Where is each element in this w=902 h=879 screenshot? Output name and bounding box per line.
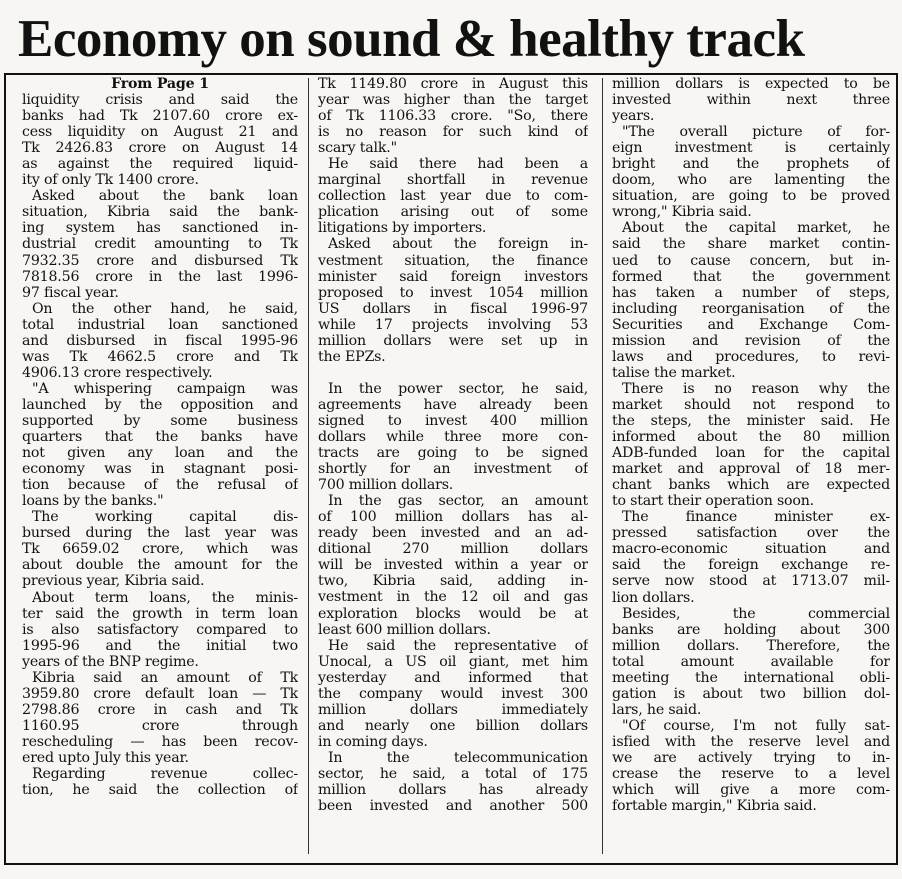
- text-line: ready been invested and an ad-: [318, 525, 588, 542]
- text-line: least 600 million dollars.: [318, 621, 491, 638]
- text-line: million dollars. Therefore, the: [612, 637, 890, 654]
- frame-top-border: [4, 73, 898, 75]
- text-line: ered upto July this year.: [22, 749, 189, 766]
- column-divider-2: [602, 78, 603, 854]
- text-line: On the other hand, he said,: [32, 300, 298, 317]
- text-line: lion dollars.: [612, 589, 695, 606]
- text-line: cess liquidity on August 21 and: [22, 124, 298, 141]
- text-line: The finance minister ex-: [622, 509, 890, 526]
- text-line: macro-economic situation and: [612, 541, 890, 558]
- text-line: ing system has sanctioned in-: [22, 220, 298, 237]
- text-line: we are actively trying to in-: [612, 749, 890, 766]
- text-line: vestment situation, the finance: [318, 252, 588, 269]
- text-line: vestment in the 12 oil and gas: [318, 589, 588, 606]
- text-line: crease the reserve to a level: [612, 766, 890, 783]
- text-line: eign investment is certainly: [612, 140, 890, 157]
- text-line: has taken a number of steps,: [612, 284, 890, 301]
- text-line: including reorganisation of the: [612, 300, 890, 317]
- text-line: pressed satisfaction over the: [612, 525, 890, 542]
- text-line: "The overall picture of for-: [622, 124, 890, 141]
- text-line: the company would invest 300: [318, 685, 588, 702]
- text-line: bright and the prophets of: [612, 156, 890, 173]
- text-line: 1160.95 crore through: [22, 717, 298, 734]
- text-line: as against the required liquid-: [22, 156, 298, 173]
- text-line: been invested and another 500: [318, 798, 588, 815]
- text-line: quarters that the banks have: [22, 429, 298, 446]
- frame-left-border: [4, 73, 6, 865]
- text-line: About the capital market, he: [622, 220, 890, 237]
- text-line: signed to invest 400 million: [318, 412, 588, 429]
- text-line: yesterday and informed that: [318, 669, 588, 686]
- text-line: agreements have already been: [318, 396, 588, 413]
- text-line: litigations by importers.: [318, 220, 487, 237]
- text-line: ter said the growth in term loan: [22, 605, 298, 622]
- text-line: There is no reason why the: [622, 380, 890, 397]
- text-line: 97 fiscal year.: [22, 284, 119, 301]
- text-line: while 17 projects involving 53: [318, 316, 588, 333]
- text-line: Asked about the bank loan: [32, 188, 298, 205]
- text-line: total amount available for: [612, 653, 890, 670]
- text-line: In the telecommunication: [328, 749, 588, 766]
- text-line: Besides, the commercial: [622, 605, 890, 622]
- text-line: which will give a more com-: [612, 782, 890, 799]
- text-line: meeting the international obli-: [612, 669, 890, 686]
- text-line: Tk 1149.80 crore in August this: [318, 76, 588, 92]
- text-line: economy was in stagnant posi-: [22, 461, 298, 478]
- text-line: liquidity crisis and said the: [22, 92, 298, 109]
- text-line: laws and procedures, to revi-: [612, 348, 890, 365]
- text-line: will be invested within a year or: [318, 557, 588, 574]
- text-line: plication arising out of some: [318, 204, 588, 221]
- text-line: marginal shortfall in revenue: [318, 172, 588, 189]
- text-line: banks had Tk 2107.60 crore ex-: [22, 108, 298, 125]
- text-line: Asked about the foreign in-: [328, 236, 588, 253]
- headline: Economy on sound & healthy track: [18, 10, 805, 68]
- text-line: talise the market.: [612, 364, 736, 381]
- text-line: In the gas sector, an amount: [328, 493, 588, 510]
- text-line: formed that the government: [612, 268, 890, 285]
- text-line: year was higher than the target: [318, 92, 588, 109]
- text-line: "A whispering campaign was: [32, 380, 298, 397]
- text-line: million dollars were set up in: [318, 332, 588, 349]
- text-line: total industrial loan sanctioned: [22, 316, 298, 333]
- text-line: He said the representative of: [328, 637, 588, 654]
- text-line: million dollars immediately: [318, 701, 588, 718]
- text-line: about double the amount for the: [22, 557, 298, 574]
- text-line: 7818.56 crore in the last 1996-: [22, 268, 298, 285]
- text-line: market should not respond to: [612, 396, 890, 413]
- text-line: tracts are going to be signed: [318, 445, 588, 462]
- text-line: dustrial credit amounting to Tk: [22, 236, 298, 253]
- text-line: "Of course, I'm not fully sat-: [622, 717, 890, 734]
- text-line: million dollars has already: [318, 782, 588, 799]
- text-line: proposed to invest 1054 million: [318, 284, 588, 301]
- text-line: is no reason for such kind of: [318, 124, 588, 141]
- text-line: exploration blocks would be at: [318, 605, 588, 622]
- text-line: The working capital dis-: [32, 509, 298, 526]
- dateline: From Page 1: [111, 76, 209, 92]
- text-line: market and approval of 18 mer-: [612, 461, 890, 478]
- text-line: situation, Kibria said the bank-: [22, 204, 298, 221]
- text-line: two, Kibria said, adding in-: [318, 573, 588, 590]
- text-line: serve now stood at 1713.07 mil-: [612, 573, 890, 590]
- text-line: minister said foreign investors: [318, 268, 588, 285]
- text-line: previous year, Kibria said.: [22, 573, 205, 590]
- text-line: dollars while three more con-: [318, 428, 588, 445]
- text-line: wrong," Kibria said.: [612, 204, 752, 221]
- text-line: invested within next three: [612, 92, 890, 109]
- text-line: years.: [612, 108, 655, 125]
- text-line: tion, he said the collection of: [22, 782, 298, 799]
- text-line: fortable margin," Kibria said.: [612, 798, 817, 815]
- text-line: million dollars is expected to be: [612, 76, 890, 92]
- article-column-3: [612, 76, 890, 814]
- frame-bottom-border: [4, 863, 898, 865]
- text-line: said the share market contin-: [612, 236, 890, 253]
- text-line: launched by the opposition and: [22, 396, 298, 413]
- text-line: of Tk 1106.33 crore. "So, there: [318, 108, 588, 125]
- text-line: About term loans, the minis-: [32, 589, 298, 606]
- text-line: the EPZs.: [318, 348, 386, 365]
- text-line: 4906.13 crore respectively.: [22, 364, 213, 381]
- text-line: ued to cause concern, but in-: [612, 252, 890, 269]
- text-line: Unocal, a US oil giant, met him: [318, 653, 588, 670]
- frame-right-border: [896, 73, 898, 865]
- text-line: Kibria said an amount of Tk: [32, 669, 298, 686]
- text-line: gation is about two billion dol-: [612, 685, 890, 702]
- text-line: to start their operation soon.: [612, 493, 814, 510]
- text-line: ditional 270 million dollars: [318, 541, 588, 558]
- text-line: mission and revision of the: [612, 332, 890, 349]
- text-line: US dollars in fiscal 1996-97: [318, 300, 588, 317]
- text-line: collection last year due to com-: [318, 188, 588, 205]
- text-line: doom, who are lamenting the: [612, 172, 890, 189]
- text-line: Tk 2426.83 crore on August 14: [22, 140, 298, 157]
- text-line: ity of only Tk 1400 crore.: [22, 172, 199, 189]
- text-line: Securities and Exchange Com-: [612, 316, 890, 333]
- text-line: supported by some business: [22, 412, 298, 429]
- text-line: Regarding revenue collec-: [32, 766, 298, 783]
- text-line: chant banks which are expected: [612, 477, 890, 494]
- text-line: 1995-96 and the initial two: [22, 637, 298, 654]
- text-line: said the foreign exchange re-: [612, 557, 890, 574]
- text-line: informed about the 80 million: [612, 429, 890, 446]
- text-line: tion because of the refusal of: [22, 477, 298, 494]
- text-line: and disbursed in fiscal 1995-96: [22, 332, 298, 349]
- text-line: 7932.35 crore and disbursed Tk: [22, 252, 298, 269]
- text-line: the steps, the minister said. He: [612, 412, 890, 429]
- text-line: was Tk 4662.5 crore and Tk: [22, 348, 298, 365]
- article-column-1: [22, 76, 298, 798]
- text-line: years of the BNP regime.: [22, 653, 199, 670]
- text-line: 2798.86 crore in cash and Tk: [22, 701, 298, 718]
- text-line: 700 million dollars.: [318, 477, 454, 494]
- text-line: rescheduling — has been recov-: [22, 733, 298, 750]
- text-line: lars, he said.: [612, 701, 702, 718]
- text-line: isfied with the reserve level and: [612, 733, 890, 750]
- text-line: Tk 6659.02 crore, which was: [22, 541, 298, 558]
- article-column-2: [318, 76, 588, 814]
- text-line: of 100 million dollars has al-: [318, 509, 588, 526]
- text-line: In the power sector, he said,: [328, 380, 588, 397]
- text-line: in coming days.: [318, 733, 428, 750]
- paragraph-gap: [318, 365, 588, 381]
- text-line: 3959.80 crore default loan — Tk: [22, 685, 298, 702]
- text-line: shortly for an investment of: [318, 461, 588, 478]
- text-line: situation, are going to be proved: [612, 188, 890, 205]
- text-line: and nearly one billion dollars: [318, 717, 588, 734]
- text-line: sector, he said, a total of 175: [318, 765, 588, 782]
- text-line: scary talk.": [318, 140, 397, 157]
- text-line: ADB-funded loan for the capital: [612, 445, 890, 462]
- column-divider-1: [308, 78, 309, 854]
- text-line: bursed during the last year was: [22, 525, 298, 542]
- text-line: not given any loan and the: [22, 445, 298, 462]
- text-line: He said there had been a: [328, 156, 588, 173]
- text-line: is also satisfactory compared to: [22, 621, 298, 638]
- text-line: loans by the banks.": [22, 493, 164, 510]
- text-line: banks are holding about 300: [612, 621, 890, 638]
